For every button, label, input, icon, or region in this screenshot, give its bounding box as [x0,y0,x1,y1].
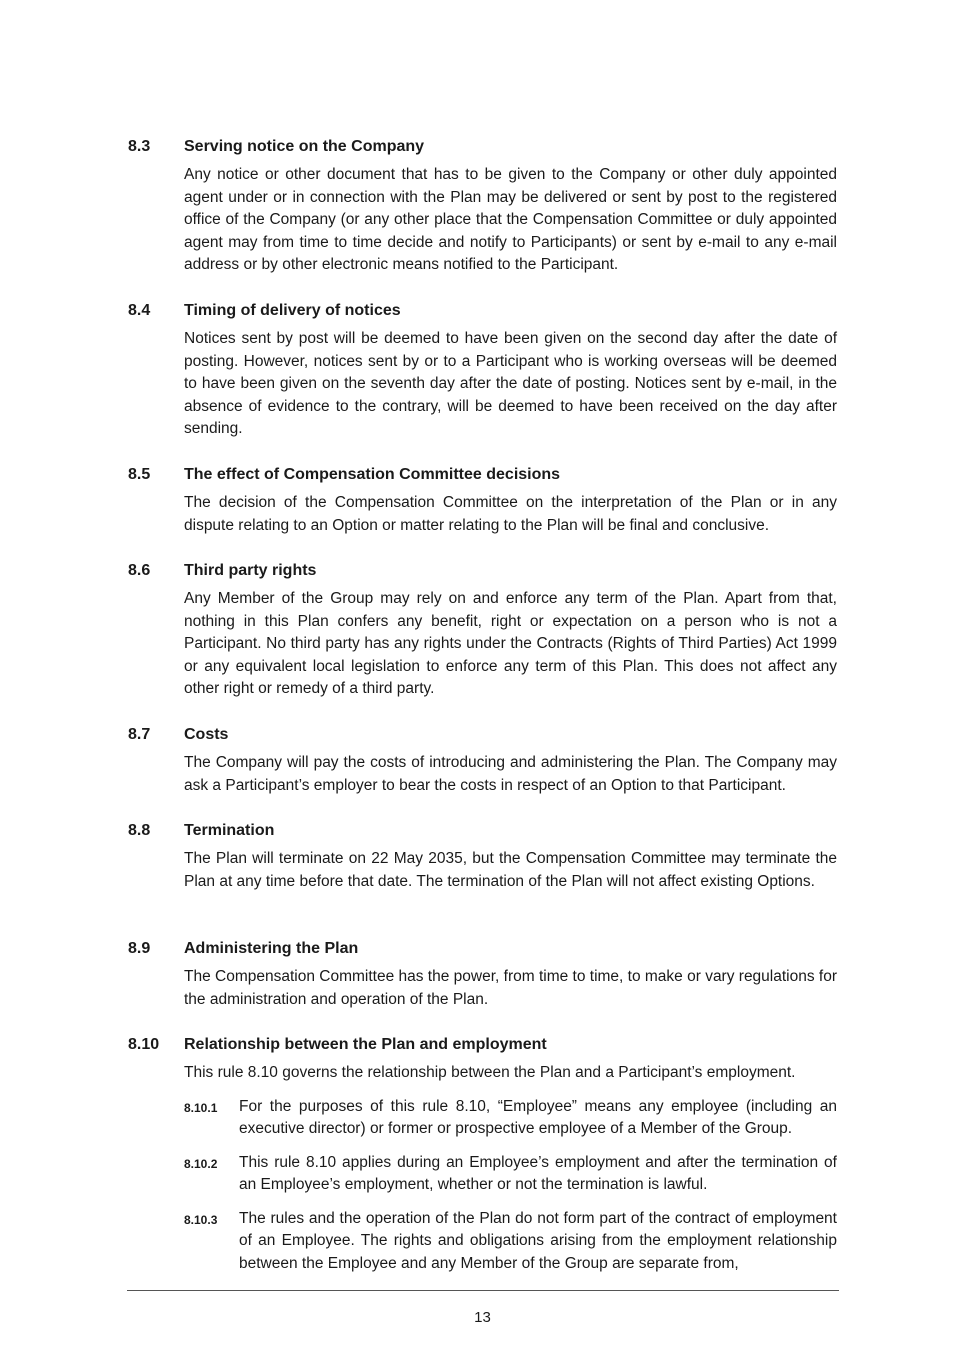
section-title: Costs [184,726,229,743]
section-8-3 [128,136,838,277]
page-number: 13 [474,1309,491,1326]
section-title: The effect of Compensation Committee decisions [184,466,561,483]
section-number: 8.4 [128,302,151,319]
section-title: Timing of delivery of notices [184,302,401,319]
section-title: Termination [184,822,275,839]
section-8-10 [128,1034,838,1275]
section-body: The Compensation Committee has the power, from time to time, to make or vary regulations for the administration and operation of the Plan. [184,968,837,1008]
section-body: Any Member of the Group may rely on and enforce any term of the Plan. Apart from that, nothing in this Plan confers any benefit, right or expectation on a person who is not a Participant. No third party has any rights under the Contracts (Rights of Third Parties) Act 1999 or any equivalent local legislation to enforce any term of this Plan. This does not affect any other right or remedy of a third party. [184,590,837,697]
subsection-number: 8.10.2 [184,1156,218,1171]
section-number: 8.8 [128,822,151,839]
section-body: This rule 8.10 governs the relationship between the Plan and a Participant’s employment. [184,1064,796,1081]
section-heading [128,136,838,158]
subsection-number: 8.10.1 [184,1100,218,1115]
section-number: 8.5 [128,466,151,483]
section-number: 8.7 [128,726,151,743]
section-8-9 [128,938,838,1011]
section-number: 8.3 [128,138,151,155]
section-8-6 [128,560,838,701]
section-number: 8.6 [128,562,151,579]
section-title: Administering the Plan [184,940,359,957]
section-8-4 [128,300,838,441]
subsection-text: The rules and the operation of the Plan do not form part of the contract of employment of an Employee. The rights and obligations arising from the employment relationship between the Employee and any Member of the Group are separate from, [239,1209,837,1272]
section-number: 8.9 [128,940,151,957]
section-title: Relationship between the Plan and employment [184,1036,547,1053]
section-heading [128,820,838,842]
subsection-text: This rule 8.10 applies during an Employee’s employment and after the termination of an Employee’s employment, whether or not the termination is lawful. [239,1153,837,1193]
section-title: Serving notice on the Company [184,138,425,155]
section-body: The Company will pay the costs of introducing and administering the Plan. The Company may ask a Participant’s employer to bear the costs in respect of an Option to that Participant. [184,754,837,794]
section-heading [128,560,838,582]
subsection-8-10-1 [184,1096,837,1141]
section-8-5 [128,464,838,537]
section-heading [128,300,838,322]
subsection-text: For the purposes of this rule 8.10, “Employee” means any employee (including an executive director) or former or prospective employee of a Member of the Group. [239,1097,837,1137]
footer-divider [127,1290,839,1291]
section-heading [128,724,838,746]
section-heading [128,938,838,960]
section-heading [128,464,838,486]
section-body: The decision of the Compensation Committee on the interpretation of the Plan or in any dispute relating to an Option or matter relating to the Plan will be final and conclusive. [184,494,837,534]
section-8-7 [128,724,838,797]
subsection-8-10-2 [184,1152,837,1197]
section-body: Notices sent by post will be deemed to have been given on the second day after the date of posting. However, notices sent by or to a Participant who is working overseas will be deemed to have been given on the seventh day after the date of posting. Notices sent by e-mail, in the absence of evidence to the contrary, will be deemed to have been received on the day after sending. [184,330,837,437]
section-heading [128,1034,838,1056]
section-8-8 [128,820,838,893]
section-body: The Plan will terminate on 22 May 2035, but the Compensation Committee may terminate the Plan at any time before that date. The termination of the Plan will not affect existing Options. [184,850,837,890]
subsection-8-10-3 [184,1208,837,1276]
subsection-number: 8.10.3 [184,1212,218,1227]
section-title: Third party rights [184,562,317,579]
section-body: Any notice or other document that has to be given to the Company or other duly appointed agent under or in connection with the Plan may be delivered or sent by post to the registered office of the Company (or any other place that the Compensation Committee or duly appointed agent may from time to time decide and notify to Participants) or sent by e-mail to any e-mail address or by other electronic means notified to the Participant. [184,166,837,273]
section-number: 8.10 [128,1036,160,1053]
